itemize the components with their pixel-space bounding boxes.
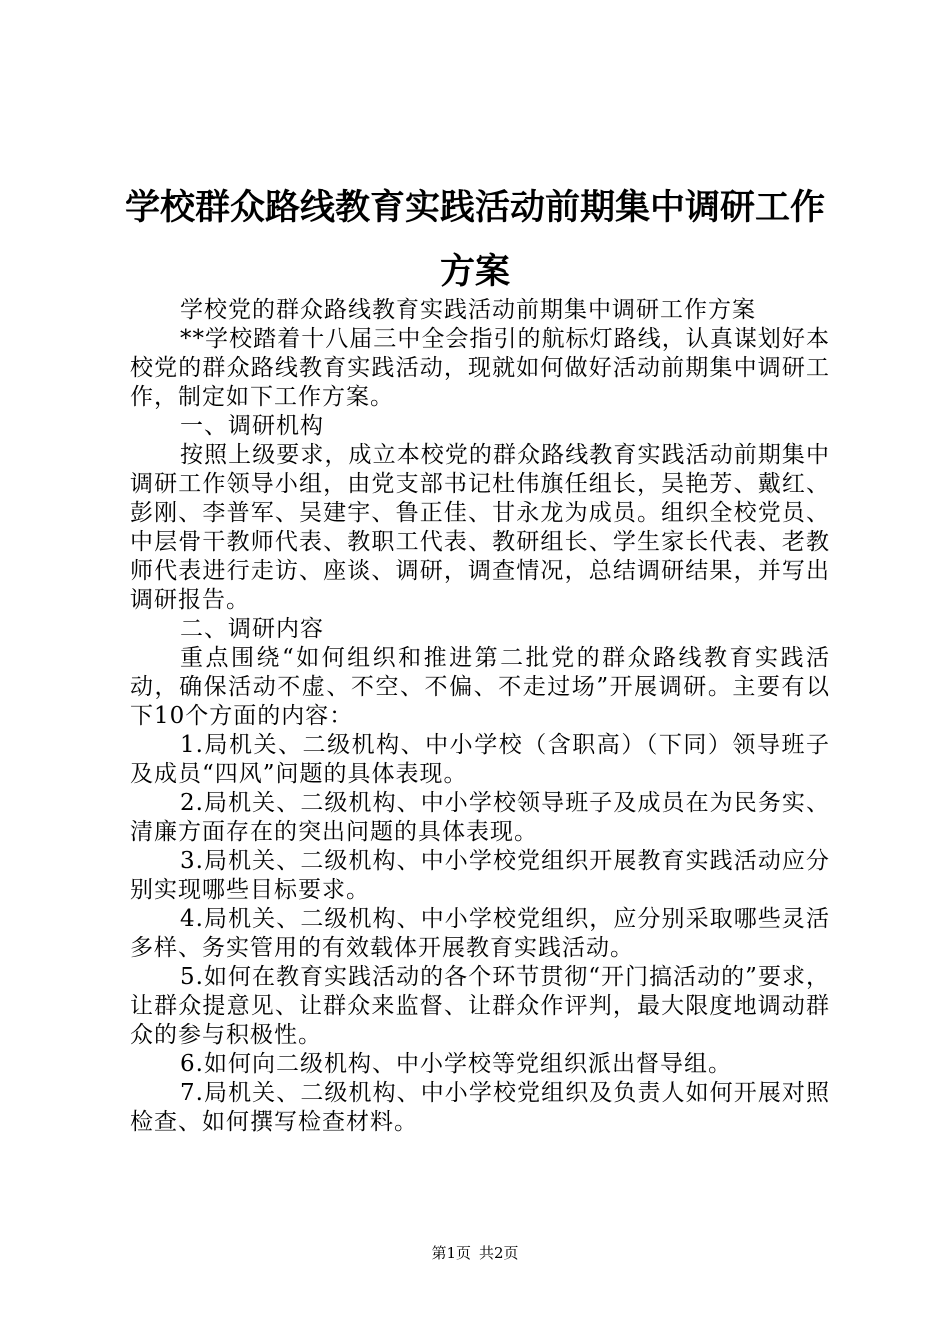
paragraph-content-intro: 重点围绕“如何组织和推进第二批党的群众路线教育实践活动，确保活动不虚、不空、不偏、不走过场”开展调研。主要有以下10个方面的内容：	[130, 645, 830, 729]
list-item-6: 6.如何向二级机构、中小学校等党组织派出督导组。	[180, 1051, 732, 1077]
list-item-3: 3.局机关、二级机构、中小学校党组织开展教育实践活动应分别实现哪些目标要求。	[130, 848, 830, 903]
list-item-4: 4.局机关、二级机构、中小学校党组织，应分别采取哪些灵活多样、务实管用的有效载体开展教育实践活动。	[130, 906, 830, 961]
paragraph-intro: **学校踏着十八届三中全会指引的航标灯路线，认真谋划好本校党的群众路线教育实践活动，现就如何做好活动前期集中调研工作，制定如下工作方案。	[130, 326, 830, 410]
page-number-total: 共2页	[479, 1244, 519, 1262]
document-body	[130, 296, 830, 1137]
list-item-2: 2.局机关、二级机构、中小学校领导班子及成员在为民务实、清廉方面存在的突出问题的具体表现。	[130, 790, 830, 845]
list-item-1: 1.局机关、二级机构、中小学校（含职高）（下同）领导班子及成员“四风”问题的具体表现。	[130, 732, 830, 787]
section-heading-2: 二、调研内容	[180, 616, 324, 642]
page-footer	[0, 1243, 950, 1263]
paragraph-subtitle: 学校党的群众路线教育实践活动前期集中调研工作方案	[180, 297, 756, 323]
document-title-line-1: 学校群众路线教育实践活动前期集中调研工作	[124, 188, 825, 228]
paragraph-organization: 按照上级要求，成立本校党的群众路线教育实践活动前期集中调研工作领导小组，由党支部书记杜伟旗任组长，吴艳芳、戴红、彭刚、李普军、吴建宇、鲁正佳、甘永龙为成员。组织全校党员、中层骨干教师代表、教职工代表、教研组长、学生家长代表、老教师代表进行走访、座谈、调研，调查情况，总结调研结果，并写出调研报告。	[130, 442, 830, 613]
list-item-7: 7.局机关、二级机构、中小学校党组织及负责人如何开展对照检查、如何撰写检查材料。	[130, 1080, 830, 1135]
document-title-line-2: 方案	[439, 252, 510, 292]
section-heading-1: 一、调研机构	[180, 413, 324, 439]
page-number-current: 第1页	[431, 1244, 471, 1262]
list-item-5: 5.如何在教育实践活动的各个环节贯彻“开门搞活动的”要求，让群众提意见、让群众来监督、让群众作评判，最大限度地调动群众的参与积极性。	[130, 964, 830, 1048]
